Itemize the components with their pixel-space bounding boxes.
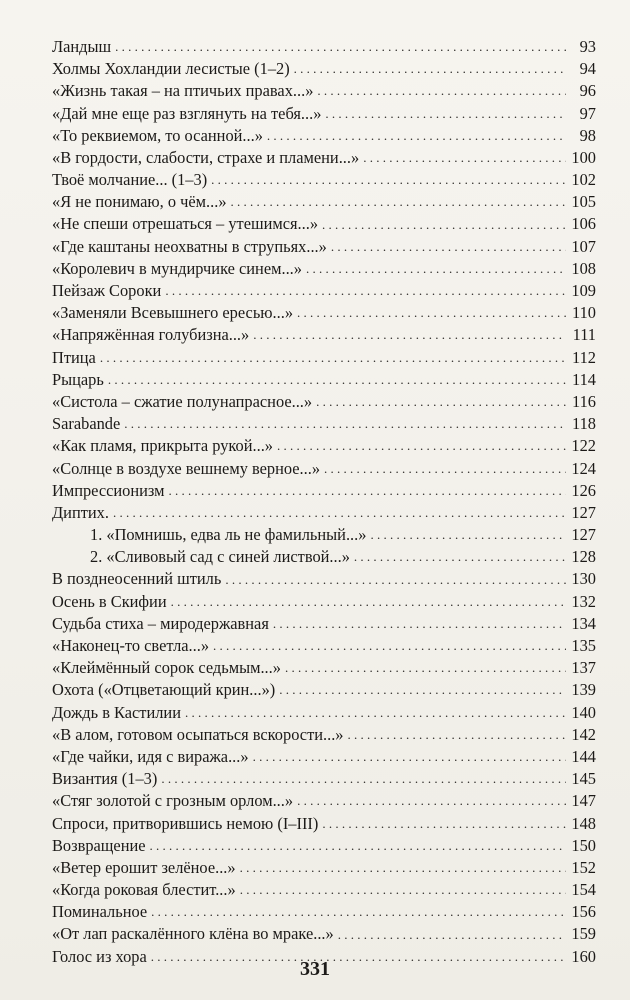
toc-entry-title: 1. «Помнишь, едва ль не фамильный...» [90,525,367,545]
toc-entry [52,36,596,58]
toc-entry [52,258,596,280]
dot-leader [316,391,566,413]
toc-entry [52,80,596,102]
dot-leader [240,879,566,901]
toc-entry-title: «Где каштаны неохватны в струпьях...» [52,236,327,256]
toc-entry-page: 144 [571,746,596,766]
toc-entry-title: «Я не понимаю, о чём...» [52,192,227,212]
toc-entry [52,125,596,147]
toc-entry-title: Ландыш [52,36,112,56]
toc-entry-page: 96 [579,81,596,101]
toc-entry-title: В позднеосенний штиль [52,569,222,589]
toc-entry [52,236,596,258]
toc-entry [52,191,596,213]
toc-entry-title: «Не спеши отрешаться – утешимся...» [52,214,319,234]
toc-entry-page: 116 [572,391,596,411]
toc-entry-page: 159 [571,924,596,944]
dot-leader [348,724,567,746]
toc-entry [52,657,596,679]
toc-entry-page: 127 [571,502,596,522]
toc-entry-page: 142 [571,724,596,744]
toc-entry-page: 137 [571,658,596,678]
toc-entry-page: 118 [572,414,596,434]
dot-leader [161,768,566,790]
dot-leader [115,36,566,58]
toc-entry-page: 160 [571,946,596,966]
dot-leader [317,80,566,102]
toc-entry-title: «Напряжённая голубизна...» [52,325,250,345]
toc-entry-title: «В гордости, слабости, страхе и пламени...» [52,147,360,167]
toc-entry [52,635,596,657]
toc-entry-page: 110 [572,303,596,323]
toc-entry-title: Диптих. [52,502,109,522]
dot-leader [285,657,566,679]
toc-entry-title: Твоё молчание... (1–3) [52,170,208,190]
toc-entry [52,924,596,946]
toc-entry-title: Возвращение [52,835,146,855]
dot-leader [100,347,566,369]
toc-entry-page: 106 [571,214,596,234]
dot-leader [322,813,566,835]
toc-entry-page: 128 [571,547,596,567]
toc-entry-page: 97 [579,103,596,123]
toc-entry-page: 114 [572,369,596,389]
toc-entry-page: 122 [571,436,596,456]
toc-entry-page: 112 [572,347,596,367]
toc-entry-page: 150 [571,835,596,855]
toc-entry-title: «То реквиемом, то осанной...» [52,125,263,145]
toc-entry-title: «Королевич в мундирчике синем...» [52,258,302,278]
toc-entry-page: 140 [571,702,596,722]
toc-entry-title: Дождь в Кастилии [52,702,181,722]
toc-entry-title: «Заменяли Всевышнего ересью...» [52,303,294,323]
toc-entry [52,524,596,546]
dot-leader [225,569,566,591]
toc-entry [52,879,596,901]
toc-entry [52,502,596,524]
toc-entry-page: 139 [571,680,596,700]
dot-leader [297,790,566,812]
dot-leader [324,458,566,480]
toc-entry [52,324,596,346]
toc-entry [52,901,596,923]
dot-leader [338,924,566,946]
toc-entry-page: 152 [571,857,596,877]
toc-entry-title: Византия (1–3) [52,769,158,789]
toc-entry [52,147,596,169]
toc-entry [52,369,596,391]
toc-entry [52,391,596,413]
toc-entry-title: Голос из хора [52,946,147,966]
toc-entry-title: Импрессионизм [52,480,165,500]
toc-entry [52,835,596,857]
toc-entry [52,347,596,369]
toc-entry [52,591,596,613]
dot-leader [240,857,566,879]
dot-leader [267,125,566,147]
toc-entry-page: 127 [571,525,596,545]
toc-entry-page: 94 [579,59,596,79]
dot-leader [213,635,566,657]
dot-leader [150,835,566,857]
dot-leader [294,58,566,80]
toc-entry-title: «Ветер ерошит зелёное...» [52,857,236,877]
toc-entry [52,724,596,746]
dot-leader [108,369,566,391]
dot-leader [322,214,566,236]
dot-leader [171,591,566,613]
toc-entry-title: Судьба стиха – миродержавная [52,613,269,633]
dot-leader [211,169,566,191]
toc-entry-title: «Стяг золотой с грозным орлом...» [52,791,294,811]
toc-entry [52,790,596,812]
toc-entry-page: 147 [571,791,596,811]
dot-leader [113,502,566,524]
toc-entry [52,569,596,591]
toc-entry-page: 108 [571,258,596,278]
toc-entry-title: «Солнце в воздухе вешнему верное...» [52,458,321,478]
toc-entry-page: 154 [571,880,596,900]
toc-entry-page: 107 [571,236,596,256]
dot-leader [331,236,566,258]
toc-entry-title: «Систола – сжатие полунапрасное...» [52,391,313,411]
dot-leader [297,302,566,324]
toc-entry-title: «Дай мне еще раз взглянуть на тебя...» [52,103,322,123]
toc-entry-page: 130 [571,569,596,589]
toc-entry-page: 111 [572,325,596,345]
dot-leader [124,413,566,435]
toc-entry-page: 148 [571,813,596,833]
toc-entry-title: Поминальное [52,902,148,922]
toc-entry-title: «Наконец-то светла...» [52,636,210,656]
dot-leader [253,324,566,346]
dot-leader [169,480,566,502]
toc-entry-title: Спроси, притворившись немою (I–III) [52,813,319,833]
toc-entry-title: Холмы Хохландии лесистые (1–2) [52,59,290,79]
toc-entry-title: «Где чайки, идя с виража...» [52,746,249,766]
dot-leader [253,746,566,768]
toc-entry [52,413,596,435]
toc-entry [52,768,596,790]
toc-entry-title: «В алом, готовом осыпаться вскорости...» [52,724,344,744]
dot-leader [325,103,566,125]
toc-entry-title: «Жизнь такая – на птичьих правах...» [52,81,314,101]
toc-entry-page: 145 [571,769,596,789]
toc-entry-page: 98 [579,125,596,145]
toc-entry [52,103,596,125]
toc-entry-page: 109 [571,281,596,301]
dot-leader [370,524,566,546]
toc-entry [52,302,596,324]
toc-entry [52,679,596,701]
toc-entry-title: «От лап раскалённого клёна во мраке...» [52,924,334,944]
toc-entry-title: Sarabande [52,414,121,434]
toc-entry-page: 135 [571,636,596,656]
toc-entry [52,613,596,635]
toc-entry [52,214,596,236]
dot-leader [306,258,566,280]
toc-entry [52,58,596,80]
dot-leader [279,679,566,701]
toc-entry [52,280,596,302]
toc-entry-page: 105 [571,192,596,212]
toc-entry [52,546,596,568]
toc-entry [52,813,596,835]
toc-entry-page: 100 [571,147,596,167]
dot-leader [354,546,566,568]
dot-leader [151,901,566,923]
page-number: 331 [300,958,330,980]
toc-entry-title: «Клеймённый сорок седьмым...» [52,658,281,678]
toc-entry-page: 156 [571,902,596,922]
toc-entry [52,435,596,457]
toc-entry-page: 134 [571,613,596,633]
toc-entry-title: 2. «Сливовый сад с синей листвой...» [90,547,350,567]
dot-leader [185,702,566,724]
toc-entry-page: 102 [571,170,596,190]
dot-leader [363,147,566,169]
toc-entry-page: 124 [571,458,596,478]
table-of-contents [52,36,596,968]
toc-entry [52,458,596,480]
dot-leader [273,613,566,635]
toc-entry-title: Рыцарь [52,369,104,389]
toc-entry [52,169,596,191]
toc-entry-title: Птица [52,347,96,367]
toc-entry-page: 126 [571,480,596,500]
toc-entry-page: 93 [579,36,596,56]
toc-entry-title: Охота («Отцветающий крин...») [52,680,276,700]
toc-entry-page: 132 [571,591,596,611]
toc-entry-title: Пейзаж Сороки [52,281,162,301]
toc-entry-title: «Когда роковая блестит...» [52,880,236,900]
toc-entry-title: Осень в Скифии [52,591,167,611]
toc-entry [52,702,596,724]
dot-leader [231,191,566,213]
toc-entry-title: «Как пламя, прикрыта рукой...» [52,436,273,456]
dot-leader [165,280,566,302]
toc-entry [52,857,596,879]
toc-entry [52,480,596,502]
toc-entry [52,746,596,768]
dot-leader [277,435,566,457]
